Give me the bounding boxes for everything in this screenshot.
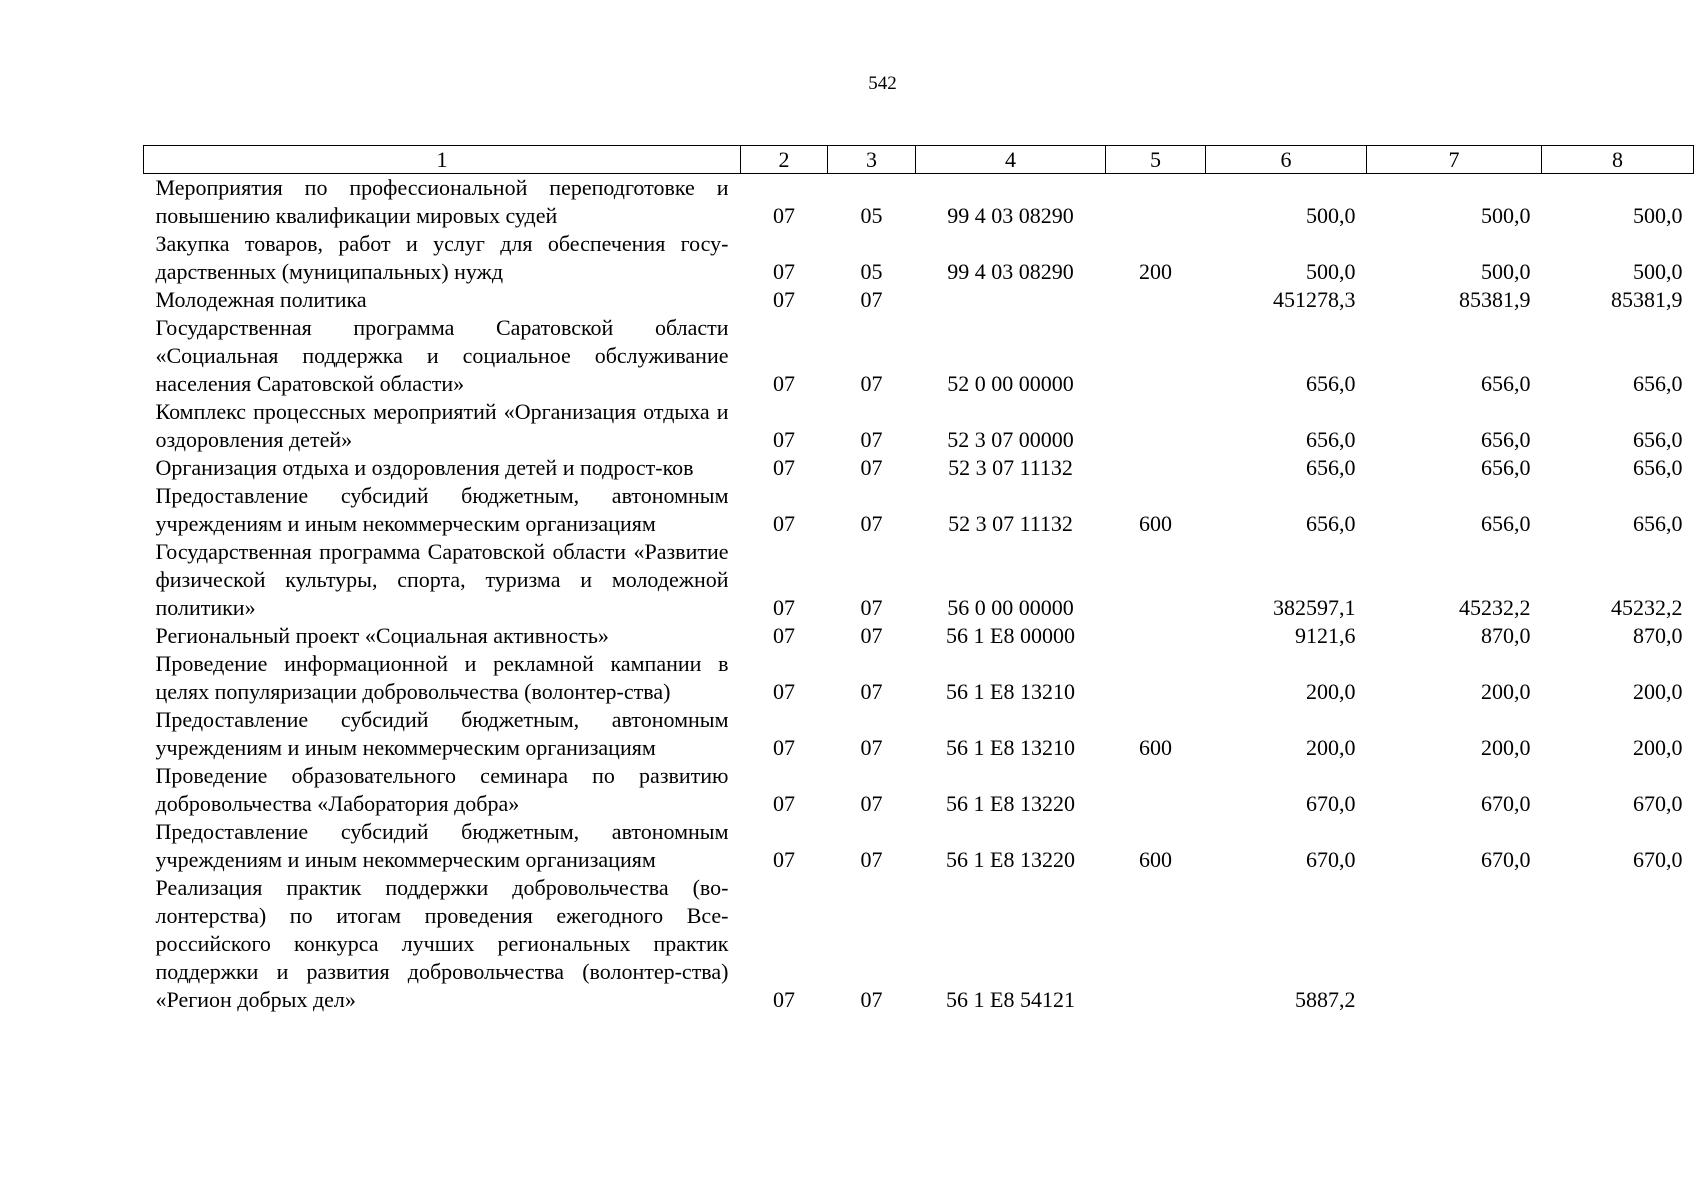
row-section: 07 (773, 791, 795, 816)
row-section: 07 (773, 847, 795, 872)
row-name: Региональный проект «Социальная активность» (155, 623, 609, 648)
table-row (144, 398, 1694, 454)
header-col-1: 1 (144, 146, 741, 174)
row-subsection: 07 (860, 623, 883, 648)
row-amount-8: 200,0 (1633, 679, 1683, 704)
row-section: 07 (773, 455, 795, 480)
row-section: 07 (773, 511, 795, 536)
row-expense-type (1106, 314, 1206, 398)
row-amount-8: 656,0 (1633, 371, 1683, 396)
row-amount-6: 382597,1 (1273, 595, 1356, 620)
row-amount-6: 9121,6 (1295, 623, 1356, 648)
row-subsection: 07 (860, 287, 883, 312)
row-target-code: 99 4 03 08290 (947, 259, 1074, 284)
row-subsection: 07 (860, 455, 883, 480)
row-subsection: 07 (860, 735, 883, 760)
row-name: Проведение образовательного семинара по развитию добровольчества «Лаборатория добра» (155, 763, 729, 816)
row-expense-type (1106, 538, 1206, 622)
row-subsection: 07 (860, 511, 883, 536)
row-name: Организация отдыха и оздоровления детей и подрост-ков (155, 455, 694, 480)
row-amount-6: 200,0 (1306, 735, 1356, 760)
row-section: 07 (773, 987, 795, 1012)
row-subsection: 07 (860, 595, 883, 620)
row-section: 07 (773, 595, 795, 620)
header-row (144, 146, 1694, 174)
row-amount-8: 200,0 (1633, 735, 1683, 760)
row-amount-7: 656,0 (1481, 511, 1531, 536)
row-expense-type (1106, 454, 1206, 482)
row-subsection: 05 (860, 259, 883, 284)
row-name: Предоставление субсидий бюджетным, автономным учреждениям и иным некоммерческим организациям (155, 483, 729, 536)
row-target-code: 56 1 E8 00000 (946, 623, 1075, 648)
row-name: Реализация практик поддержки добровольчества (во-лонтерства) по итогам проведения ежегодного Все-российского конкурса лучших региональных практик поддержки и развития добровольчества (волонтер-ства) «Регион добрых дел» (155, 875, 729, 1012)
row-amount-8: 670,0 (1633, 847, 1683, 872)
row-amount-6: 500,0 (1306, 203, 1356, 228)
table-row (144, 622, 1694, 650)
row-amount-8: 656,0 (1633, 427, 1683, 452)
row-section: 07 (773, 427, 795, 452)
table-row (144, 650, 1694, 706)
table-row (144, 230, 1694, 286)
row-section: 07 (773, 259, 795, 284)
row-subsection: 07 (860, 427, 883, 452)
row-target-code: 52 0 00 00000 (947, 371, 1074, 396)
row-name: Государственная программа Саратовской области «Социальная поддержка и социальное обслуживание населения Саратовской области» (155, 315, 729, 396)
row-amount-6: 656,0 (1306, 371, 1356, 396)
row-amount-6: 451278,3 (1273, 287, 1356, 312)
row-amount-6: 500,0 (1306, 259, 1356, 284)
row-expense-type: 200 (1139, 259, 1172, 284)
row-amount-8 (1542, 874, 1694, 1014)
row-expense-type: 600 (1139, 735, 1172, 760)
row-name: Закупка товаров, работ и услуг для обеспечения госу-дарственных (муниципальных) нужд (155, 231, 729, 284)
row-amount-8: 656,0 (1633, 455, 1683, 480)
table-row (144, 706, 1694, 762)
table-row (144, 818, 1694, 874)
row-amount-7: 85381,9 (1459, 287, 1531, 312)
row-target-code: 99 4 03 08290 (947, 203, 1074, 228)
header-col-5: 5 (1106, 146, 1206, 174)
row-amount-8: 85381,9 (1611, 287, 1683, 312)
table-row (144, 174, 1694, 231)
row-target-code: 52 3 07 11132 (948, 511, 1073, 536)
row-target-code: 56 0 00 00000 (947, 595, 1074, 620)
header-col-4: 4 (916, 146, 1106, 174)
header-col-7: 7 (1367, 146, 1542, 174)
row-name: Молодежная политика (155, 287, 367, 312)
header-col-2: 2 (741, 146, 828, 174)
budget-table (143, 145, 1694, 1014)
row-section: 07 (773, 735, 795, 760)
row-section: 07 (773, 371, 795, 396)
row-subsection: 07 (860, 847, 883, 872)
row-expense-type: 600 (1139, 511, 1172, 536)
header-col-6: 6 (1206, 146, 1367, 174)
table-row (144, 538, 1694, 622)
row-amount-7: 45232,2 (1459, 595, 1531, 620)
row-target-code: 56 1 E8 13210 (946, 679, 1075, 704)
row-amount-8: 656,0 (1633, 511, 1683, 536)
row-amount-7: 200,0 (1481, 679, 1531, 704)
row-amount-6: 656,0 (1306, 427, 1356, 452)
page-number: 542 (868, 73, 897, 94)
table-row (144, 874, 1694, 1014)
row-name: Предоставление субсидий бюджетным, автономным учреждениям и иным некоммерческим организациям (155, 819, 729, 872)
row-amount-6: 5887,2 (1295, 987, 1356, 1012)
row-amount-7: 670,0 (1481, 847, 1531, 872)
row-target-code: 56 1 E8 13220 (946, 791, 1075, 816)
row-amount-7: 656,0 (1481, 427, 1531, 452)
row-target-code: 56 1 E8 13210 (946, 735, 1075, 760)
table-row (144, 314, 1694, 398)
row-target-code (916, 286, 1106, 314)
row-expense-type: 600 (1139, 847, 1172, 872)
row-target-code: 56 1 E8 13220 (946, 847, 1075, 872)
row-expense-type (1106, 286, 1206, 314)
row-subsection: 07 (860, 371, 883, 396)
table-row (144, 454, 1694, 482)
row-expense-type (1106, 650, 1206, 706)
row-name: Государственная программа Саратовской области «Развитие физической культуры, спорта, туризма и молодежной политики» (155, 539, 729, 620)
row-amount-6: 656,0 (1306, 455, 1356, 480)
row-subsection: 07 (860, 791, 883, 816)
row-expense-type (1106, 762, 1206, 818)
row-amount-7: 500,0 (1481, 203, 1531, 228)
row-expense-type (1106, 174, 1206, 231)
row-section: 07 (773, 203, 795, 228)
row-amount-7: 870,0 (1481, 623, 1531, 648)
table-row (144, 286, 1694, 314)
row-amount-8: 500,0 (1633, 259, 1683, 284)
row-amount-8: 500,0 (1633, 203, 1683, 228)
header-col-8: 8 (1542, 146, 1694, 174)
row-subsection: 07 (860, 679, 883, 704)
row-amount-7 (1367, 874, 1542, 1014)
row-amount-6: 200,0 (1306, 679, 1356, 704)
row-name: Предоставление субсидий бюджетным, автономным учреждениям и иным некоммерческим организациям (155, 707, 729, 760)
row-name: Мероприятия по профессиональной переподготовке и повышению квалификации мировых судей (155, 175, 729, 228)
row-amount-6: 670,0 (1306, 791, 1356, 816)
row-amount-7: 500,0 (1481, 259, 1531, 284)
header-col-3: 3 (828, 146, 916, 174)
row-amount-7: 656,0 (1481, 371, 1531, 396)
row-name: Комплекс процессных мероприятий «Организация отдыха и оздоровления детей» (155, 399, 729, 452)
table-row (144, 482, 1694, 538)
row-section: 07 (773, 287, 795, 312)
row-amount-6: 656,0 (1306, 511, 1356, 536)
row-target-code: 52 3 07 11132 (948, 455, 1073, 480)
row-expense-type (1106, 398, 1206, 454)
row-expense-type (1106, 622, 1206, 650)
row-amount-7: 656,0 (1481, 455, 1531, 480)
row-amount-8: 45232,2 (1611, 595, 1683, 620)
row-target-code: 56 1 E8 54121 (946, 987, 1075, 1012)
row-target-code: 52 3 07 00000 (947, 427, 1074, 452)
row-amount-7: 200,0 (1481, 735, 1531, 760)
row-amount-7: 670,0 (1481, 791, 1531, 816)
row-expense-type (1106, 874, 1206, 1014)
row-subsection: 05 (860, 203, 883, 228)
row-name: Проведение информационной и рекламной кампании в целях популяризации добровольчества (волонтер-ства) (155, 651, 729, 704)
row-amount-8: 670,0 (1633, 791, 1683, 816)
row-section: 07 (773, 679, 795, 704)
table-row (144, 762, 1694, 818)
row-amount-8: 870,0 (1633, 623, 1683, 648)
row-subsection: 07 (860, 987, 883, 1012)
row-amount-6: 670,0 (1306, 847, 1356, 872)
row-section: 07 (773, 623, 795, 648)
